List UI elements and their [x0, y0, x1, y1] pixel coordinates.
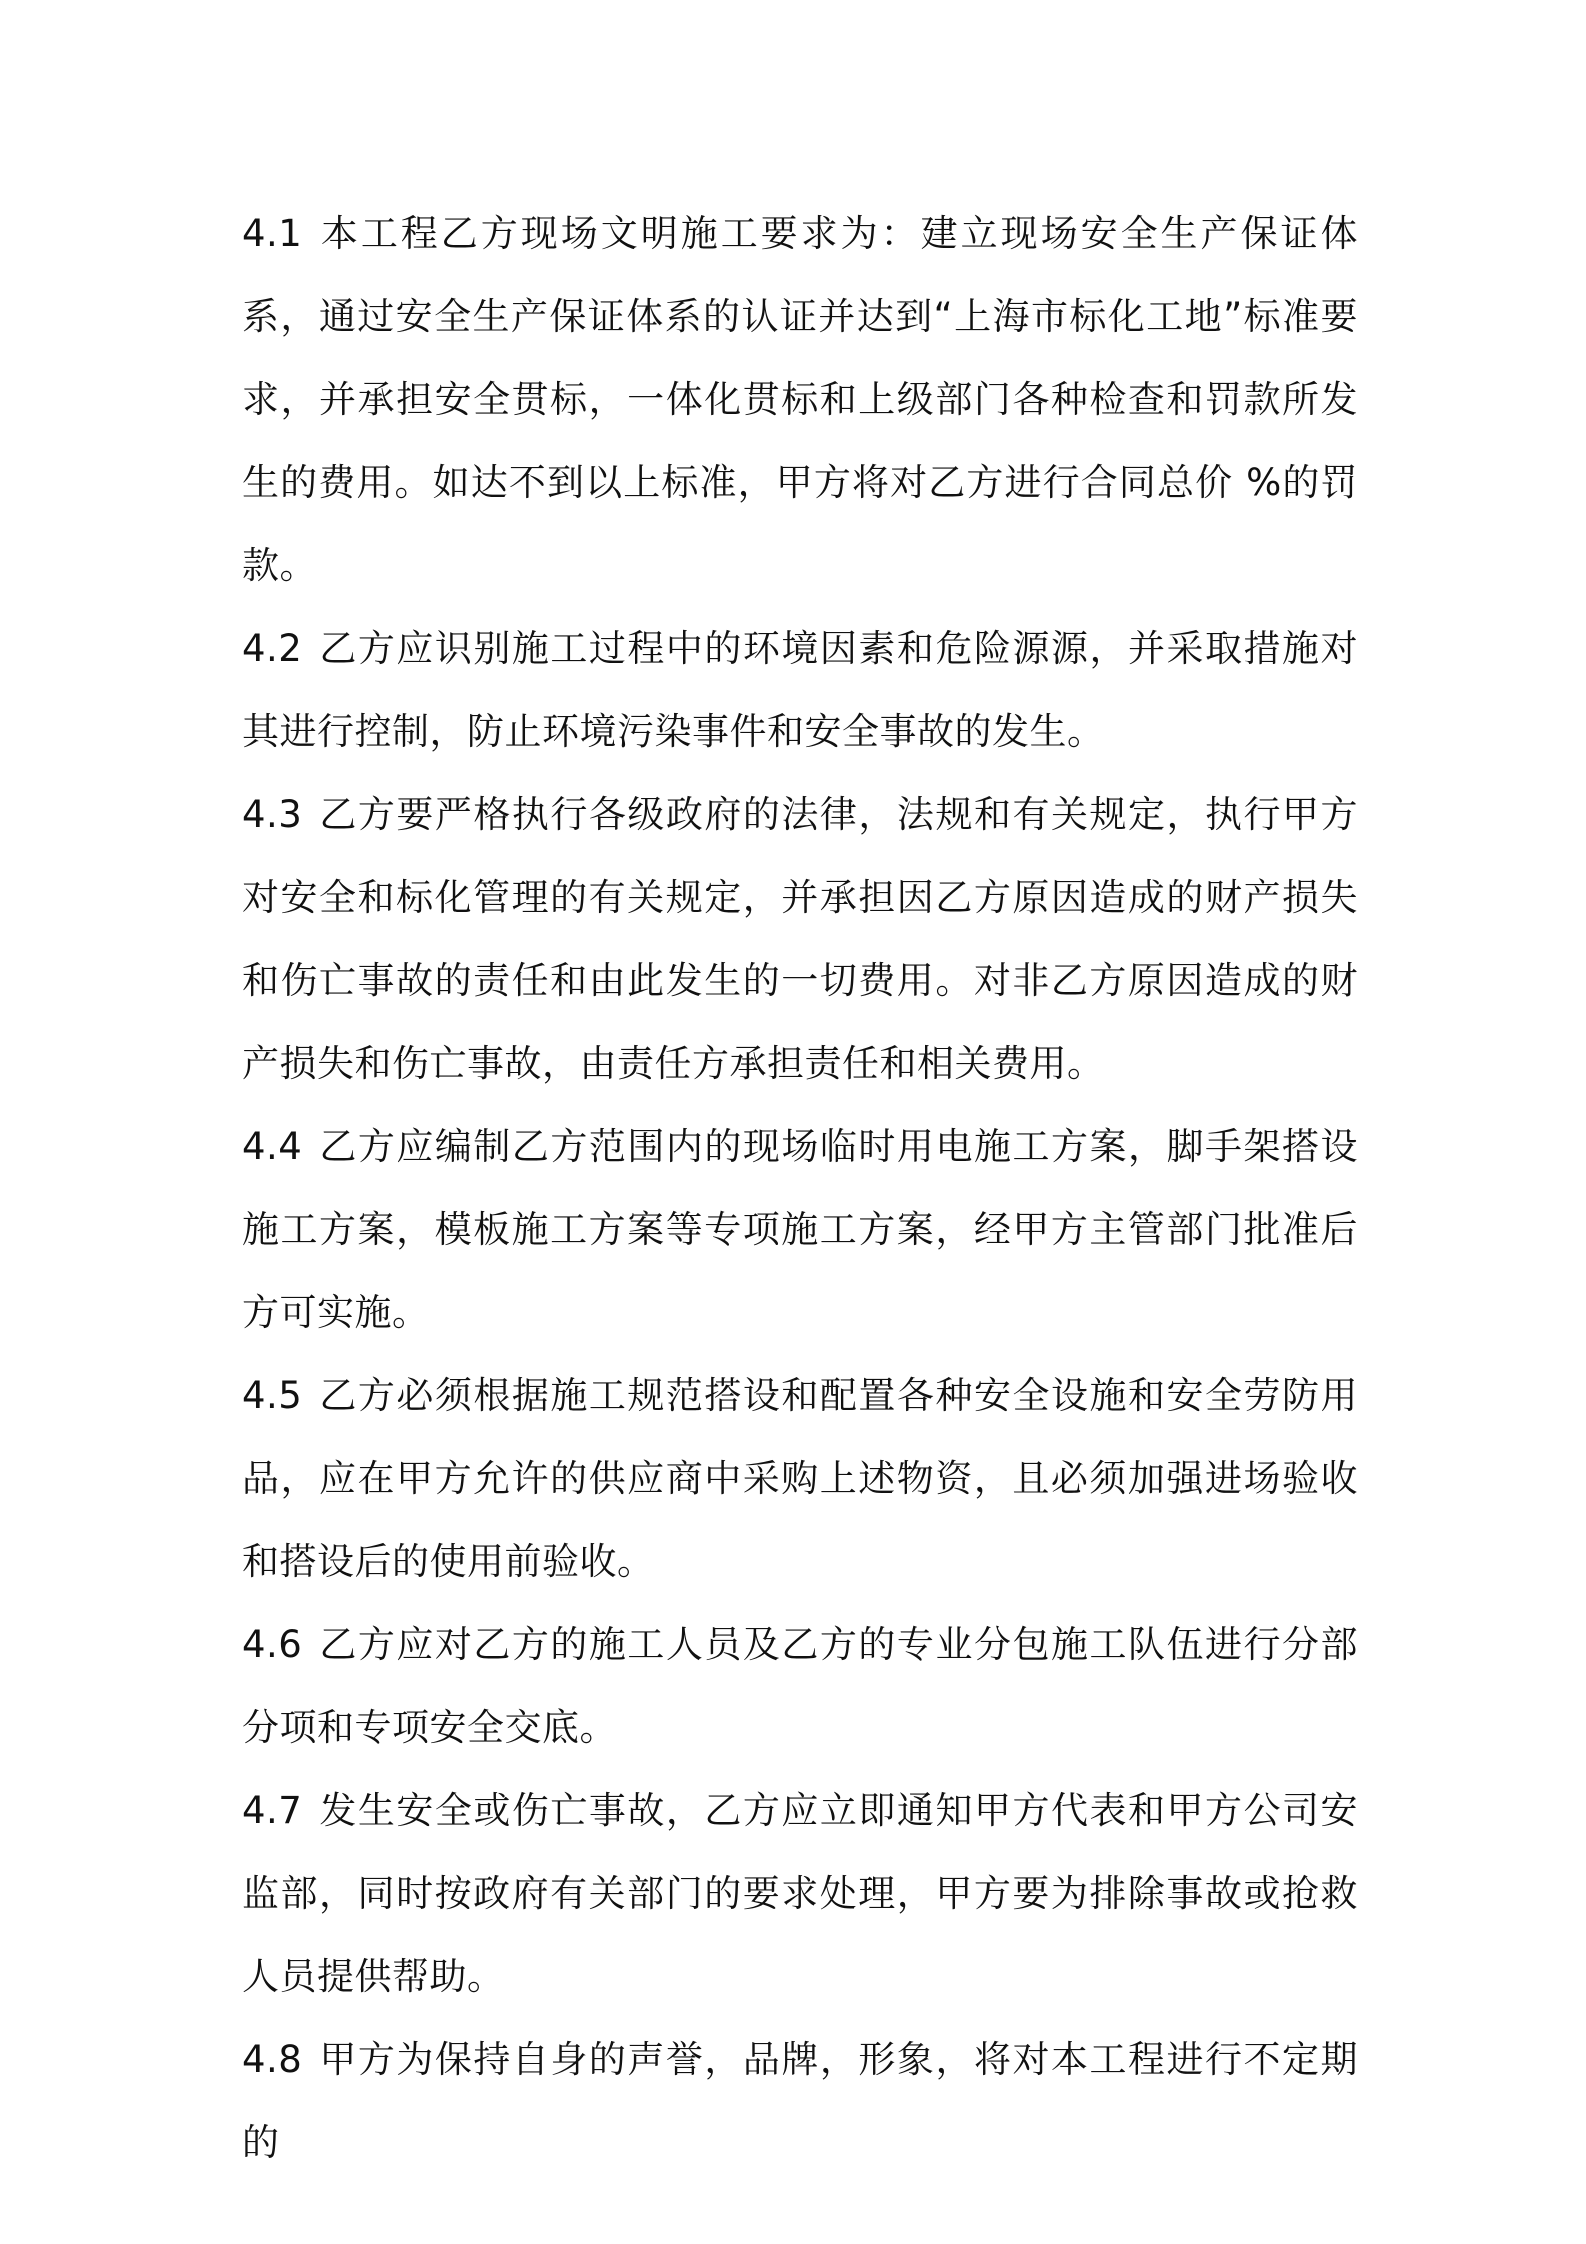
clause-4-6 [242, 1603, 1358, 1769]
clause-text: 发生安全或伤亡事故，乙方应立即通知甲方代表和甲方公司安监部，同时按政府有关部门的要求处理，甲方要为排除事故或抢救人员提供帮助。 [242, 1789, 1358, 1998]
clause-4-7 [242, 1769, 1358, 2018]
clause-number: 4.7 [242, 1789, 303, 1832]
clause-number: 4.8 [242, 2038, 303, 2081]
clause-number: 4.3 [242, 793, 303, 836]
clause-number: 4.4 [242, 1125, 303, 1168]
clause-text: 乙方应编制乙方范围内的现场临时用电施工方案，脚手架搭设施工方案，模板施工方案等专项施工方案，经甲方主管部门批准后方可实施。 [242, 1125, 1358, 1334]
clause-4-2 [242, 607, 1358, 773]
clause-text: 甲方为保持自身的声誉，品牌，形象，将对本工程进行不定期的 [242, 2038, 1358, 2164]
document-body [242, 192, 1358, 2184]
clause-text: 本工程乙方现场文明施工要求为：建立现场安全生产保证体系，通过安全生产保证体系的认证并达到“上海市标化工地”标准要求，并承担安全贯标，一体化贯标和上级部门各种检查和罚款所发生的费用。如达不到以上标准，甲方将对乙方进行合同总价 %的罚款。 [242, 212, 1358, 587]
clause-text: 乙方应识别施工过程中的环境因素和危险源源，并采取措施对其进行控制，防止环境污染事件和安全事故的发生。 [242, 627, 1358, 753]
clause-number: 4.6 [242, 1623, 303, 1666]
clause-4-3 [242, 773, 1358, 1105]
clause-number: 4.1 [242, 212, 303, 255]
clause-number: 4.5 [242, 1374, 303, 1417]
clause-text: 乙方要严格执行各级政府的法律，法规和有关规定，执行甲方对安全和标化管理的有关规定，并承担因乙方原因造成的财产损失和伤亡事故的责任和由此发生的一切费用。对非乙方原因造成的财产损失和伤亡事故，由责任方承担责任和相关费用。 [242, 793, 1358, 1085]
clause-number: 4.2 [242, 627, 303, 670]
clause-text: 乙方应对乙方的施工人员及乙方的专业分包施工队伍进行分部分项和专项安全交底。 [242, 1623, 1358, 1749]
clause-text: 乙方必须根据施工规范搭设和配置各种安全设施和安全劳防用品，应在甲方允许的供应商中采购上述物资，且必须加强进场验收和搭设后的使用前验收。 [242, 1374, 1358, 1583]
clause-4-1 [242, 192, 1358, 607]
clause-4-4 [242, 1105, 1358, 1354]
clause-4-5 [242, 1354, 1358, 1603]
clause-4-8 [242, 2018, 1358, 2184]
